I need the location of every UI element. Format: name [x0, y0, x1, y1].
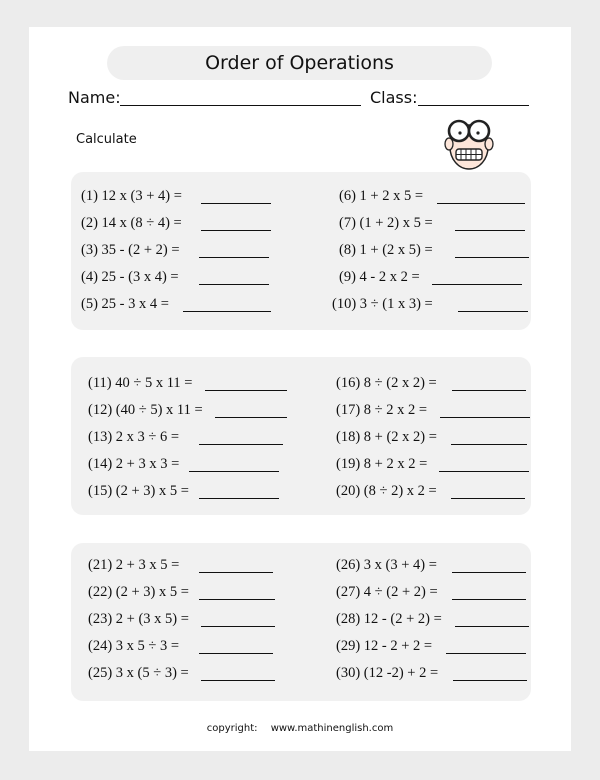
answer-blank-18[interactable]: [451, 444, 527, 445]
answer-blank-22[interactable]: [199, 599, 275, 600]
answer-blank-27[interactable]: [452, 599, 526, 600]
answer-blank-21[interactable]: [199, 572, 273, 573]
answer-blank-23[interactable]: [201, 626, 275, 627]
answer-blank-7[interactable]: [455, 230, 525, 231]
answer-blank-11[interactable]: [205, 390, 287, 391]
answer-blank-26[interactable]: [452, 572, 526, 573]
problem-10: (10) 3 ÷ (1 x 3) =: [332, 296, 433, 312]
name-label: Name:: [68, 88, 121, 107]
problem-20: (20) (8 ÷ 2) x 2 =: [336, 483, 437, 499]
problem-18: (18) 8 + (2 x 2) =: [336, 429, 437, 445]
problem-4: (4) 25 - (3 x 4) =: [81, 269, 179, 285]
problem-30: (30) (12 -2) + 2 =: [336, 665, 439, 681]
answer-blank-3[interactable]: [199, 257, 269, 258]
problem-24: (24) 3 x 5 ÷ 3 =: [88, 638, 180, 654]
class-field[interactable]: [418, 105, 529, 106]
copyright-label: copyright:: [206, 723, 258, 734]
problem-9: (9) 4 - 2 x 2 =: [339, 269, 420, 285]
problem-26: (26) 3 x (3 + 4) =: [336, 557, 437, 573]
problem-21: (21) 2 + 3 x 5 =: [88, 557, 180, 573]
problem-28: (28) 12 - (2 + 2) =: [336, 611, 442, 627]
answer-blank-13[interactable]: [199, 444, 283, 445]
answer-blank-28[interactable]: [455, 626, 529, 627]
answer-blank-2[interactable]: [201, 230, 271, 231]
problem-8: (8) 1 + (2 x 5) =: [339, 242, 433, 258]
problem-16: (16) 8 ÷ (2 x 2) =: [336, 375, 437, 391]
answer-blank-17[interactable]: [440, 417, 530, 418]
instruction-text: Calculate: [76, 132, 137, 147]
answer-blank-10[interactable]: [458, 311, 528, 312]
problem-29: (29) 12 - 2 + 2 =: [336, 638, 433, 654]
nerd-face-icon: [437, 114, 501, 174]
answer-blank-8[interactable]: [455, 257, 529, 258]
problem-2: (2) 14 x (8 ÷ 4) =: [81, 215, 182, 231]
copyright-footer: [0, 723, 600, 734]
answer-blank-14[interactable]: [189, 471, 279, 472]
problem-25: (25) 3 x (5 ÷ 3) =: [88, 665, 189, 681]
problem-group-1: [71, 172, 531, 330]
problem-22: (22) (2 + 3) x 5 =: [88, 584, 189, 600]
answer-blank-9[interactable]: [432, 284, 522, 285]
answer-blank-5[interactable]: [183, 311, 271, 312]
problem-7: (7) (1 + 2) x 5 =: [339, 215, 433, 231]
answer-blank-1[interactable]: [201, 203, 271, 204]
answer-blank-29[interactable]: [446, 653, 526, 654]
problem-3: (3) 35 - (2 + 2) =: [81, 242, 180, 258]
problem-13: (13) 2 x 3 ÷ 6 =: [88, 429, 180, 445]
answer-blank-30[interactable]: [453, 680, 527, 681]
problem-19: (19) 8 + 2 x 2 =: [336, 456, 428, 472]
answer-blank-6[interactable]: [437, 203, 525, 204]
problem-6: (6) 1 + 2 x 5 =: [339, 188, 424, 204]
problem-group-3: [71, 543, 531, 701]
name-field[interactable]: [120, 105, 361, 106]
problem-23: (23) 2 + (3 x 5) =: [88, 611, 189, 627]
problem-1: (1) 12 x (3 + 4) =: [81, 188, 182, 204]
problem-12: (12) (40 ÷ 5) x 11 =: [88, 402, 203, 418]
answer-blank-24[interactable]: [199, 653, 273, 654]
worksheet-title: Order of Operations: [107, 46, 492, 80]
problem-group-2: [71, 357, 531, 515]
answer-blank-19[interactable]: [439, 471, 529, 472]
problem-27: (27) 4 ÷ (2 + 2) =: [336, 584, 438, 600]
answer-blank-25[interactable]: [201, 680, 275, 681]
class-label: Class:: [370, 88, 418, 107]
answer-blank-15[interactable]: [199, 498, 279, 499]
problem-11: (11) 40 ÷ 5 x 11 =: [88, 375, 193, 391]
problem-14: (14) 2 + 3 x 3 =: [88, 456, 180, 472]
answer-blank-4[interactable]: [199, 284, 269, 285]
answer-blank-20[interactable]: [451, 498, 525, 499]
problem-17: (17) 8 ÷ 2 x 2 =: [336, 402, 428, 418]
problem-5: (5) 25 - 3 x 4 =: [81, 296, 169, 312]
copyright-site-link[interactable]: www.mathinenglish.com: [270, 723, 394, 734]
problem-15: (15) (2 + 3) x 5 =: [88, 483, 189, 499]
answer-blank-16[interactable]: [452, 390, 526, 391]
name-class-row: [68, 88, 538, 110]
answer-blank-12[interactable]: [215, 417, 287, 418]
